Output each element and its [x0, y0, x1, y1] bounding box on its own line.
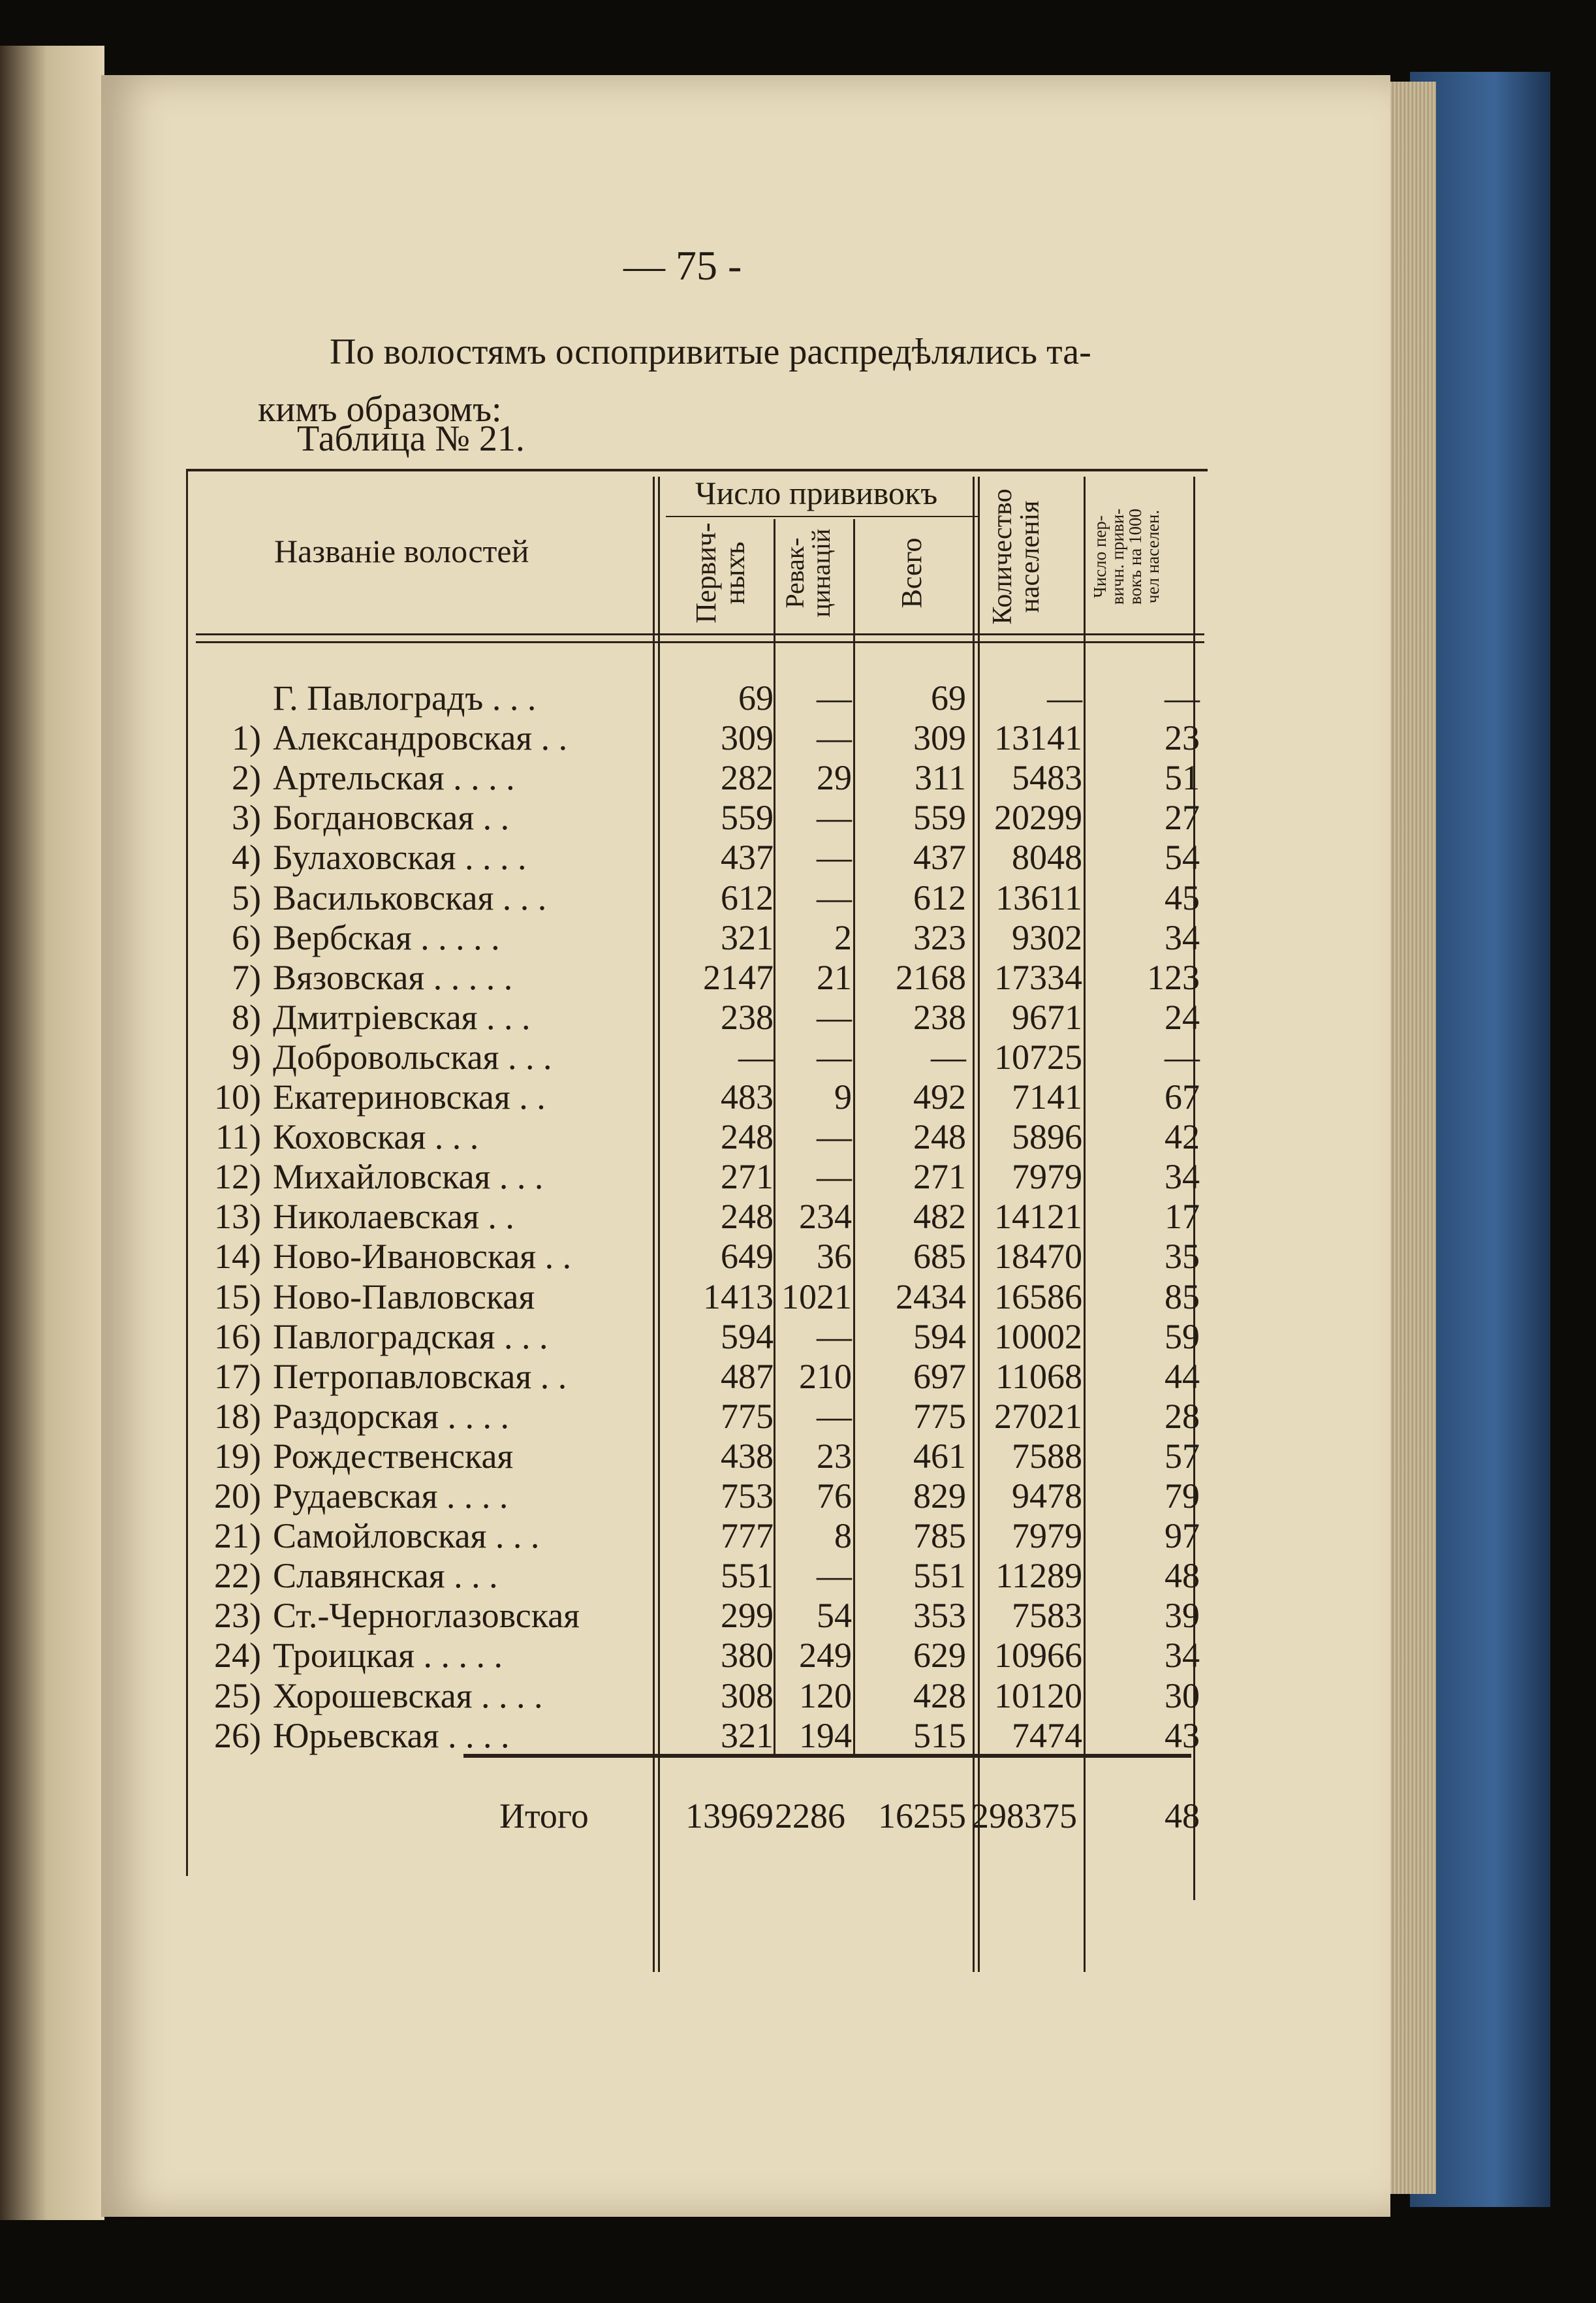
- cell-num: 21): [214, 1516, 261, 1556]
- cell-total: 238: [913, 997, 966, 1037]
- header-total-label: Всего: [896, 537, 928, 609]
- cell-total: 323: [913, 917, 966, 957]
- cell-total: 697: [913, 1356, 966, 1396]
- cell-primary: 69: [738, 678, 774, 718]
- cell-primary: 483: [721, 1077, 774, 1117]
- cell-num: 17): [214, 1356, 261, 1396]
- cell-population: 5896: [1012, 1117, 1082, 1157]
- table-row: [0, 1117, 1596, 1156]
- totals-primary: 13969: [685, 1796, 774, 1835]
- page-number: — 75 -: [623, 242, 742, 289]
- cell-total: 248: [913, 1117, 966, 1157]
- cell-name: Г. Павлоградъ . . .: [273, 678, 537, 718]
- cell-revacc: —: [817, 798, 852, 838]
- cell-num: 7): [232, 957, 261, 997]
- cell-total: 551: [913, 1556, 966, 1596]
- cell-per1000: 97: [1165, 1516, 1200, 1556]
- cell-name: Ново-Павловская: [273, 1277, 535, 1316]
- cell-revacc: —: [817, 718, 852, 758]
- cell-primary: 594: [721, 1316, 774, 1356]
- cell-name: Вязовская . . . . .: [273, 957, 513, 997]
- header-revaccination-line-1: Ревак-: [780, 537, 809, 609]
- cell-num: 3): [232, 798, 261, 838]
- table-label: Таблица № 21.: [297, 419, 525, 459]
- cell-revacc: —: [817, 1037, 852, 1077]
- header-per-1000-line-2: вичн. приви-: [1108, 508, 1127, 605]
- cell-population: 7588: [1012, 1436, 1082, 1476]
- cell-primary: 612: [721, 878, 774, 917]
- header-revaccination: [782, 516, 834, 630]
- cell-name: Раздорская . . . .: [273, 1396, 510, 1436]
- cell-primary: 437: [721, 838, 774, 878]
- table-row: [0, 757, 1596, 797]
- cell-primary: 551: [721, 1556, 774, 1596]
- cell-population: 11289: [995, 1556, 1082, 1596]
- cell-primary: 649: [721, 1237, 774, 1277]
- table-row: [0, 957, 1596, 997]
- cell-revacc: —: [817, 678, 852, 718]
- cell-num: 16): [214, 1316, 261, 1356]
- cell-primary: 753: [721, 1476, 774, 1516]
- header-per-1000-line-3: вокъ на 1000: [1125, 508, 1145, 605]
- cell-per1000: 85: [1165, 1277, 1200, 1316]
- cell-num: 12): [214, 1157, 261, 1197]
- cell-population: 7979: [1012, 1516, 1082, 1556]
- cell-name: Булаховская . . . .: [273, 838, 527, 878]
- cell-num: 8): [232, 997, 261, 1037]
- header-per-1000: [1091, 477, 1162, 637]
- table-row: [0, 837, 1596, 877]
- table-row: [0, 718, 1596, 757]
- table-row: [0, 1555, 1596, 1595]
- cell-primary: 248: [721, 1117, 774, 1157]
- cell-per1000: 34: [1165, 1157, 1200, 1197]
- cell-per1000: 28: [1165, 1396, 1200, 1436]
- table-row: [0, 917, 1596, 957]
- header-primary-line-2: ныхъ: [719, 541, 751, 605]
- table-row: [0, 1236, 1596, 1276]
- cell-total: 437: [913, 838, 966, 878]
- cell-total: 271: [913, 1157, 966, 1197]
- cell-primary: 248: [721, 1197, 774, 1237]
- cell-name: Славянская . . .: [273, 1556, 498, 1596]
- cell-num: 22): [214, 1556, 261, 1596]
- table-row: [0, 1436, 1596, 1476]
- header-name: Названіе волостей: [274, 533, 529, 569]
- cell-name: Артельская . . . .: [273, 758, 515, 798]
- cell-population: 7583: [1012, 1596, 1082, 1636]
- cell-primary: 559: [721, 798, 774, 838]
- cell-revacc: 1021: [781, 1277, 852, 1316]
- table-row: [0, 1516, 1596, 1555]
- cell-revacc: 120: [799, 1676, 852, 1715]
- cell-total: 428: [913, 1676, 966, 1715]
- cell-population: 27021: [994, 1396, 1082, 1436]
- cell-name: Вербская . . . . .: [273, 917, 500, 957]
- table-row: [0, 797, 1596, 837]
- cell-name: Коховская . . .: [273, 1117, 479, 1157]
- cell-num: 10): [214, 1077, 261, 1117]
- totals-population: 298375: [971, 1796, 1077, 1835]
- cell-primary: 321: [721, 1715, 774, 1755]
- cell-revacc: 54: [817, 1596, 852, 1636]
- cell-name: Михайловская . . .: [273, 1157, 544, 1197]
- cell-name: Юрьевская . . . .: [273, 1715, 510, 1755]
- cell-total: 311: [915, 758, 966, 798]
- cell-population: 17334: [994, 957, 1082, 997]
- cell-population: 9478: [1012, 1476, 1082, 1516]
- header-population-line-1: Количество: [988, 488, 1018, 625]
- cell-per1000: 54: [1165, 838, 1200, 878]
- cell-total: 612: [913, 878, 966, 917]
- cell-name: Ново-Ивановская . .: [273, 1237, 572, 1277]
- cell-revacc: 23: [817, 1436, 852, 1476]
- header-bottom-rule: [196, 633, 1204, 635]
- intro-line-1: По волостямъ оспопривитые распредѣлялись та-: [330, 332, 1091, 372]
- cell-per1000: 123: [1147, 957, 1200, 997]
- cell-per1000: 30: [1165, 1676, 1200, 1715]
- cell-num: 23): [214, 1596, 261, 1636]
- table-row: [0, 1595, 1596, 1635]
- cell-per1000: 51: [1165, 758, 1200, 798]
- cell-num: 1): [232, 718, 261, 758]
- cell-revacc: —: [817, 1396, 852, 1436]
- cell-total: 685: [913, 1237, 966, 1277]
- totals-per-1000: 48: [1165, 1796, 1200, 1835]
- cell-num: 5): [232, 878, 261, 917]
- cell-revacc: 194: [799, 1715, 852, 1755]
- cell-name: Павлоградская . . .: [273, 1316, 548, 1356]
- cell-name: Рождественская: [273, 1436, 514, 1476]
- cell-num: 4): [232, 838, 261, 878]
- header-population-line-2: населенія: [1015, 500, 1045, 613]
- cell-num: 20): [214, 1476, 261, 1516]
- cell-name: Хорошевская . . . .: [273, 1676, 543, 1715]
- cell-total: 775: [913, 1396, 966, 1436]
- table-row: [0, 1077, 1596, 1117]
- cell-total: 2434: [896, 1277, 966, 1316]
- cell-per1000: 45: [1165, 878, 1200, 917]
- cell-name: Рудаевская . . . .: [273, 1476, 509, 1516]
- header-per-1000-line-4: чел населен.: [1143, 509, 1163, 604]
- cell-primary: 238: [721, 997, 774, 1037]
- cell-population: 5483: [1012, 758, 1082, 798]
- header-population: [989, 477, 1044, 637]
- cell-total: 629: [913, 1636, 966, 1676]
- cell-revacc: —: [817, 1556, 852, 1596]
- cell-per1000: 24: [1165, 997, 1200, 1037]
- cell-name: Троицкая . . . . .: [273, 1636, 503, 1676]
- table-row: [0, 1156, 1596, 1196]
- cell-population: 18470: [994, 1237, 1082, 1277]
- cell-revacc: 21: [817, 957, 852, 997]
- cell-revacc: 9: [834, 1077, 852, 1117]
- cell-num: 25): [214, 1676, 261, 1715]
- table-row: [0, 1316, 1596, 1356]
- table-row: [0, 1676, 1596, 1715]
- cell-primary: 380: [721, 1636, 774, 1676]
- cell-population: 10120: [994, 1676, 1082, 1715]
- cell-name: Ст.-Черноглазовская: [273, 1596, 580, 1636]
- cell-population: 7474: [1012, 1715, 1082, 1755]
- cell-name: Николаевская . .: [273, 1197, 514, 1237]
- cell-per1000: —: [1165, 1037, 1200, 1077]
- table-row: [0, 1196, 1596, 1236]
- cell-name: Самойловская . . .: [273, 1516, 540, 1556]
- cell-per1000: 48: [1165, 1556, 1200, 1596]
- cell-per1000: 34: [1165, 1636, 1200, 1676]
- cell-name: Васильковская . . .: [273, 878, 547, 917]
- cell-num: 13): [214, 1197, 261, 1237]
- cell-name: Дмитріевская . . .: [273, 997, 531, 1037]
- cell-revacc: 8: [834, 1516, 852, 1556]
- cell-population: 9302: [1012, 917, 1082, 957]
- cell-num: 2): [232, 758, 261, 798]
- cell-revacc: 210: [799, 1356, 852, 1396]
- cell-population: 16586: [994, 1277, 1082, 1316]
- cell-per1000: 59: [1165, 1316, 1200, 1356]
- cell-primary: 282: [721, 758, 774, 798]
- cell-total: 482: [913, 1197, 966, 1237]
- header-total: [898, 516, 926, 630]
- table-row: [0, 1396, 1596, 1436]
- cell-primary: 438: [721, 1436, 774, 1476]
- header-primary: [692, 516, 749, 630]
- table-row: [0, 1037, 1596, 1077]
- cell-population: 14121: [994, 1197, 1082, 1237]
- cell-num: 14): [214, 1237, 261, 1277]
- cell-revacc: 29: [817, 758, 852, 798]
- cell-revacc: 234: [799, 1197, 852, 1237]
- cell-total: 559: [913, 798, 966, 838]
- table-row: [0, 1356, 1596, 1396]
- cell-name: Богдановская . .: [273, 798, 510, 838]
- cell-total: 515: [913, 1715, 966, 1755]
- cell-per1000: 67: [1165, 1077, 1200, 1117]
- cell-population: 13611: [995, 878, 1082, 917]
- table-row: [0, 1635, 1596, 1675]
- cell-per1000: 34: [1165, 917, 1200, 957]
- cell-primary: 2147: [703, 957, 774, 997]
- cell-population: 7979: [1012, 1157, 1082, 1197]
- cell-primary: 309: [721, 718, 774, 758]
- cell-name: Добровольская . . .: [273, 1037, 552, 1077]
- cell-per1000: 79: [1165, 1476, 1200, 1516]
- cell-revacc: 2: [834, 917, 852, 957]
- cell-num: 11): [215, 1117, 261, 1157]
- cell-per1000: 27: [1165, 798, 1200, 838]
- cell-population: 13141: [994, 718, 1082, 758]
- cell-name: Екатериновская . .: [273, 1077, 546, 1117]
- cell-revacc: —: [817, 997, 852, 1037]
- cell-primary: 271: [721, 1157, 774, 1197]
- cell-revacc: 76: [817, 1476, 852, 1516]
- cell-revacc: —: [817, 1316, 852, 1356]
- cell-num: 15): [214, 1277, 261, 1316]
- cell-num: 6): [232, 917, 261, 957]
- table-row: [0, 678, 1596, 718]
- header-per-1000-line-1: Число пер-: [1090, 515, 1110, 598]
- cell-per1000: 57: [1165, 1436, 1200, 1476]
- cell-per1000: 44: [1165, 1356, 1200, 1396]
- cell-revacc: —: [817, 838, 852, 878]
- cell-primary: 321: [721, 917, 774, 957]
- cell-per1000: 39: [1165, 1596, 1200, 1636]
- cell-revacc: —: [817, 1157, 852, 1197]
- cell-population: 20299: [994, 798, 1082, 838]
- totals-total: 16255: [878, 1796, 966, 1835]
- cell-total: 309: [913, 718, 966, 758]
- cell-total: 594: [913, 1316, 966, 1356]
- header-bottom-rule-2: [196, 641, 1204, 643]
- totals-row: [0, 1796, 1596, 1835]
- cell-population: 11068: [995, 1356, 1082, 1396]
- cell-population: 8048: [1012, 838, 1082, 878]
- cell-revacc: —: [817, 878, 852, 917]
- totals-label: Итого: [499, 1796, 589, 1835]
- table-row: [0, 1476, 1596, 1516]
- cell-per1000: 42: [1165, 1117, 1200, 1157]
- cell-total: 785: [913, 1516, 966, 1556]
- cell-total: 461: [913, 1436, 966, 1476]
- cell-total: 2168: [896, 957, 966, 997]
- cell-total: 69: [931, 678, 966, 718]
- cell-per1000: 23: [1165, 718, 1200, 758]
- cell-revacc: 36: [817, 1237, 852, 1277]
- header-vaccinations: Число прививокъ: [695, 475, 938, 511]
- cell-name: Александровская . .: [273, 718, 568, 758]
- cell-population: 10002: [994, 1316, 1082, 1356]
- cell-num: 26): [214, 1715, 261, 1755]
- cell-num: 19): [214, 1436, 261, 1476]
- cell-primary: 775: [721, 1396, 774, 1436]
- intro-line-2: кимъ образомъ:: [258, 389, 502, 430]
- cell-num: 18): [214, 1396, 261, 1436]
- cell-population: 7141: [1012, 1077, 1082, 1117]
- cell-primary: 1413: [703, 1277, 774, 1316]
- cell-total: 829: [913, 1476, 966, 1516]
- cell-per1000: —: [1165, 678, 1200, 718]
- cell-total: —: [931, 1037, 966, 1077]
- cell-total: 492: [913, 1077, 966, 1117]
- cell-population: 9671: [1012, 997, 1082, 1037]
- cell-num: 9): [232, 1037, 261, 1077]
- cell-primary: 777: [721, 1516, 774, 1556]
- cell-primary: 487: [721, 1356, 774, 1396]
- table-row: [0, 997, 1596, 1037]
- header-primary-line-1: Первич-: [690, 522, 722, 624]
- table-row: [0, 1715, 1596, 1755]
- cell-revacc: 249: [799, 1636, 852, 1676]
- table-row: [0, 1277, 1596, 1316]
- cell-name: Петропавловская . .: [273, 1356, 567, 1396]
- cell-primary: 308: [721, 1676, 774, 1715]
- cell-num: 24): [214, 1636, 261, 1676]
- cell-per1000: 43: [1165, 1715, 1200, 1755]
- cell-per1000: 35: [1165, 1237, 1200, 1277]
- cell-total: 353: [913, 1596, 966, 1636]
- table-row: [0, 878, 1596, 917]
- cell-population: —: [1047, 678, 1082, 718]
- totals-revacc: 2286: [775, 1796, 845, 1835]
- cell-primary: 299: [721, 1596, 774, 1636]
- cell-per1000: 17: [1165, 1197, 1200, 1237]
- cell-population: 10966: [994, 1636, 1082, 1676]
- cell-primary: —: [738, 1037, 774, 1077]
- cell-revacc: —: [817, 1117, 852, 1157]
- header-revaccination-line-2: цинацій: [806, 528, 836, 618]
- cell-population: 10725: [994, 1037, 1082, 1077]
- table-top-rule: [186, 469, 1208, 471]
